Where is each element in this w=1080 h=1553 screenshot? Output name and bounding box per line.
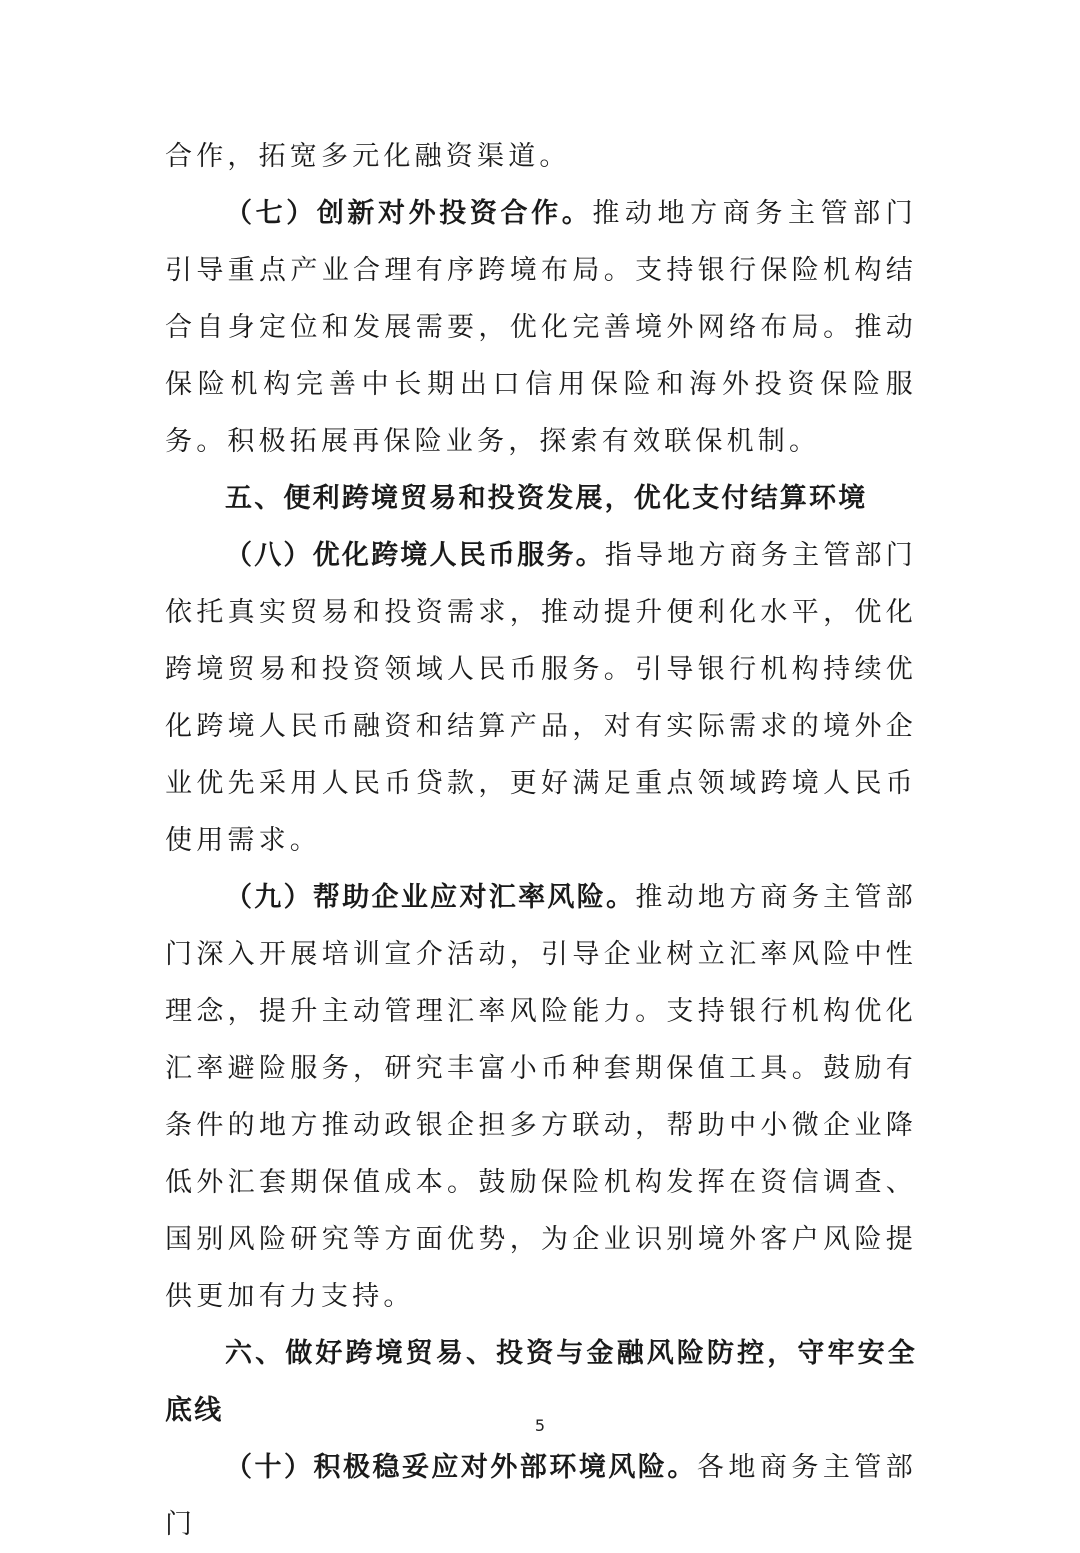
paragraph-item-7 (165, 185, 917, 470)
item-7-text: 推动地方商务主管部门引导重点产业合理有序跨境布局。支持银行保险机构结合自身定位和发展需要，优化完善境外网络布局。推动保险机构完善中长期出口信用保险和海外投资保险服务。积极拓展再保险业务，探索有效联保机制。 (165, 198, 917, 457)
paragraph-continuation (165, 128, 917, 185)
item-9-title: （九）帮助企业应对汇率风险。 (225, 882, 636, 913)
paragraph-text: 合作，拓宽多元化融资渠道。 (165, 141, 571, 172)
item-9-text: 推动地方商务主管部门深入开展培训宣介活动，引导企业树立汇率风险中性理念，提升主动管理汇率风险能力。支持银行机构优化汇率避险服务，研究丰富小币种套期保值工具。鼓励有条件的地方推动政银企担多方联动，帮助中小微企业降低外汇套期保值成本。鼓励保险机构发挥在资信调查、国别风险研究等方面优势，为企业识别境外客户风险提供更加有力支持。 (165, 882, 917, 1312)
page-number: 5 (534, 1416, 546, 1435)
paragraph-item-10 (165, 1439, 917, 1553)
item-8-text: 指导地方商务主管部门依托真实贸易和投资需求，推动提升便利化水平，优化跨境贸易和投资领域人民币服务。引导银行机构持续优化跨境人民币融资和结算产品，对有实际需求的境外企业优先采用人民币贷款，更好满足重点领域跨境人民币使用需求。 (165, 540, 918, 856)
item-10-title: （十）积极稳妥应对外部环境风险。 (225, 1452, 697, 1483)
item-8-title: （八）优化跨境人民币服务。 (225, 540, 605, 571)
document-body (165, 128, 917, 1553)
paragraph-item-8 (165, 527, 917, 869)
section-heading-6: 六、做好跨境贸易、投资与金融风险防控，守牢安全底线 (165, 1338, 917, 1426)
paragraph-item-9 (165, 869, 917, 1325)
item-10-text: 各地商务主管部门 (165, 1452, 918, 1540)
section-heading-5: 五、便利跨境贸易和投资发展，优化支付结算环境 (225, 483, 868, 514)
item-7-title: （七）创新对外投资合作。 (225, 198, 593, 229)
